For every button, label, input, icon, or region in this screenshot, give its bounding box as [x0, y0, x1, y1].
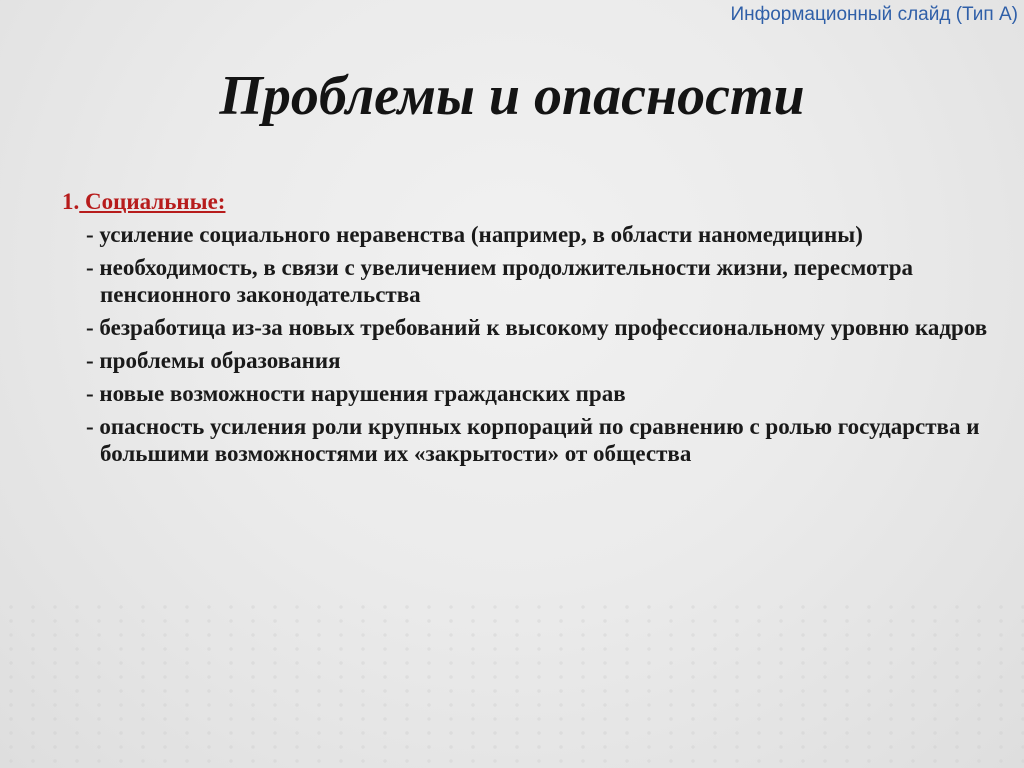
list-item: - проблемы образования: [86, 348, 341, 373]
list-item: - новые возможности нарушения гражданских прав: [86, 381, 626, 406]
section-label: Социальные:: [79, 189, 226, 214]
list-item: - необходимость, в связи с увеличением продолжительности жизни, пересмотра пенсионного законодательства: [86, 255, 914, 307]
slide-title: Проблемы и опасности: [219, 65, 805, 127]
list-item: - опасность усиления роли крупных корпораций по сравнению с ролью государства и большими возможностями их «закрытости» от общества: [86, 414, 980, 466]
section-heading: [62, 188, 992, 215]
list-item: - безработица из-за новых требований к высокому профессиональному уровню кадров: [86, 315, 988, 340]
slide-type-label: Информационный слайд (Тип А): [730, 4, 1018, 25]
background-texture: [0, 600, 1024, 768]
section-number: 1.: [62, 189, 80, 214]
slide-content: [62, 188, 992, 473]
list-item: - усиление социального неравенства (например, в области наномедицины): [86, 222, 863, 247]
